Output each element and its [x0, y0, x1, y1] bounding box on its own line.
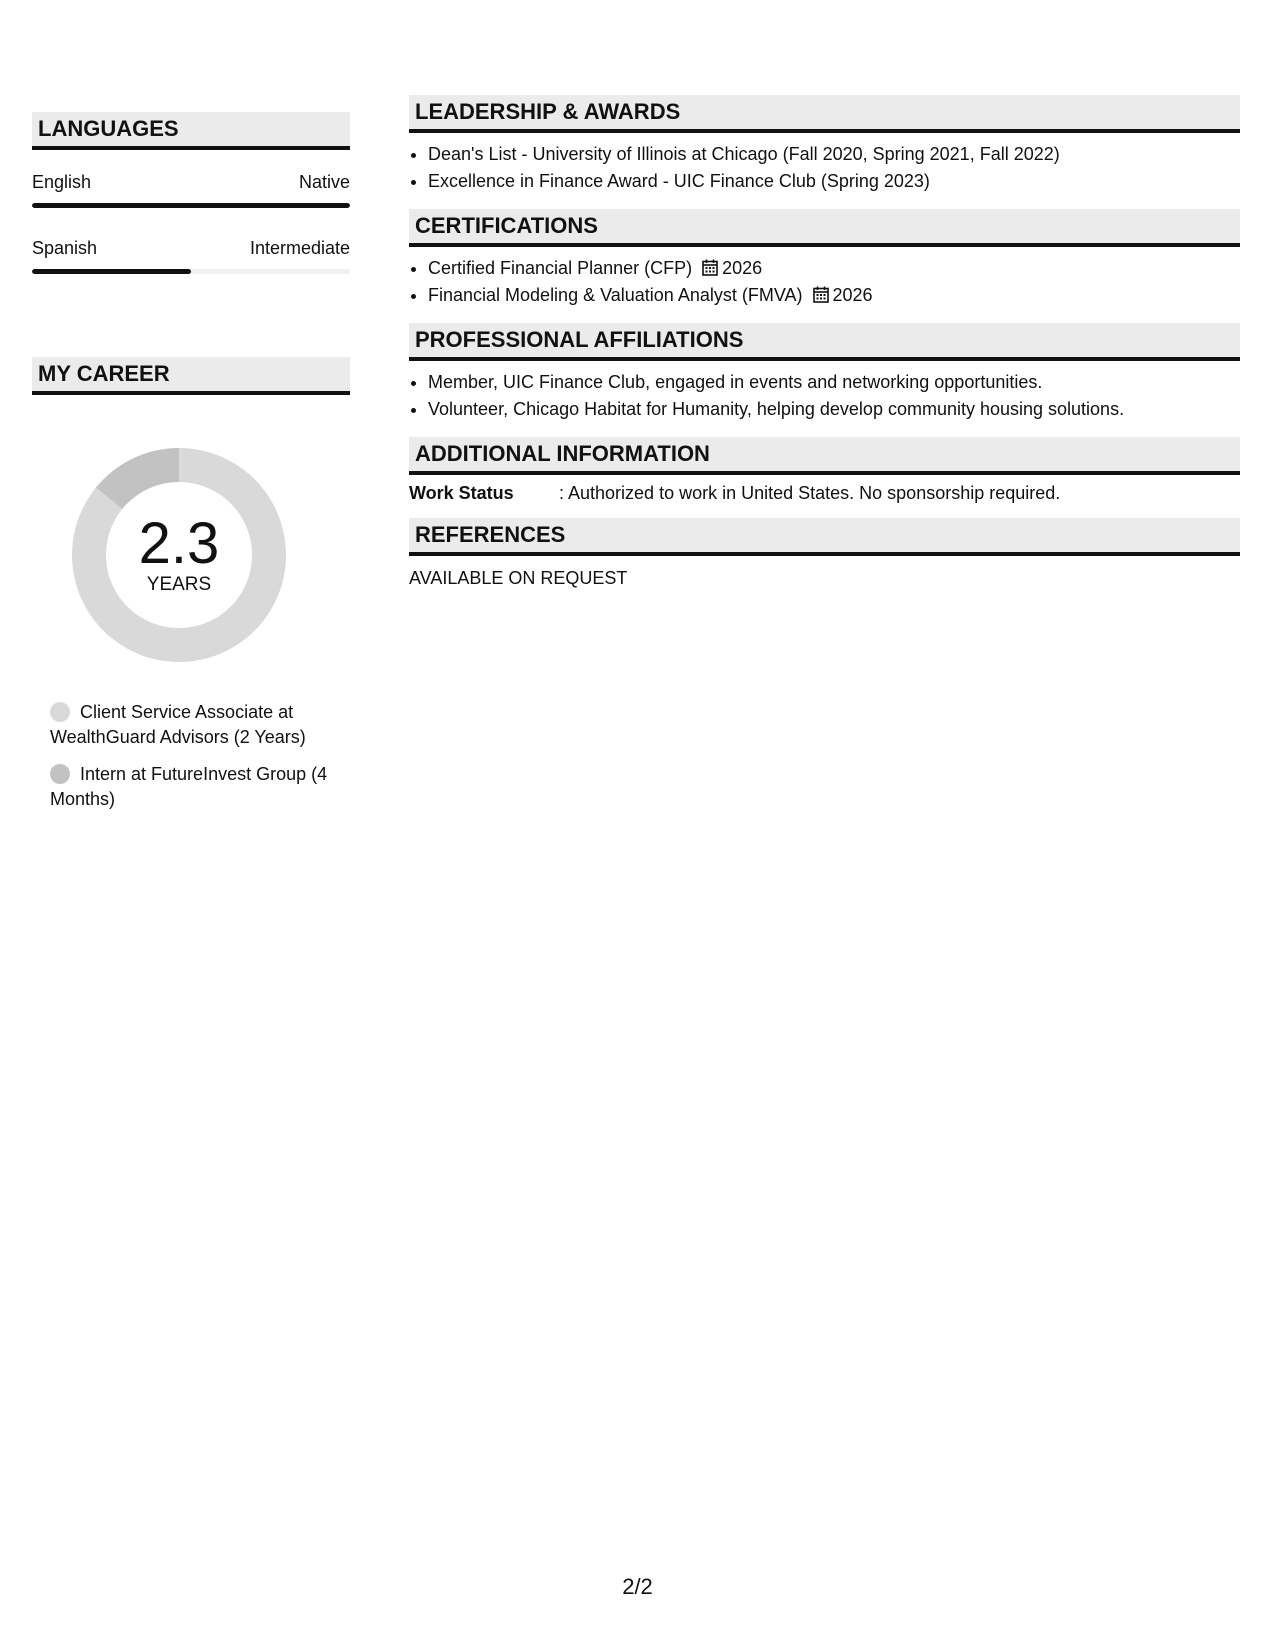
- certifications-section: [409, 209, 1240, 309]
- leadership-heading: LEADERSHIP & AWARDS: [409, 95, 1240, 133]
- career-years-unit: YEARS: [146, 574, 212, 595]
- list-item: • Excellence in Finance Award - UIC Finance Club (Spring 2023): [428, 168, 1240, 195]
- language-item: [32, 238, 350, 274]
- list-item: • Dean's List - University of Illinois at Chicago (Fall 2020, Spring 2021, Fall 2022): [428, 141, 1240, 168]
- language-item: [32, 172, 350, 208]
- certification-name: Financial Modeling & Valuation Analyst (FMVA): [428, 285, 803, 305]
- leadership-section: [409, 95, 1240, 195]
- list-item: [428, 255, 1240, 282]
- language-level: Native: [298, 172, 350, 192]
- languages-heading: LANGUAGES: [32, 112, 350, 150]
- career-heading: MY CAREER: [32, 357, 350, 395]
- language-proficiency-fill: [32, 269, 191, 274]
- language-name: Spanish: [32, 238, 98, 258]
- certifications-list: [409, 255, 1240, 309]
- language-name: English: [32, 172, 92, 192]
- list-item: • Member, UIC Finance Club, engaged in events and networking opportunities.: [428, 369, 1240, 396]
- legend-dot: [50, 764, 70, 784]
- language-proficiency-fill: [32, 203, 350, 208]
- language-proficiency-bar: [32, 269, 350, 274]
- additional-info-heading: ADDITIONAL INFORMATION: [409, 437, 1240, 475]
- list-item: • Volunteer, Chicago Habitat for Humanity, helping develop community housing solutions.: [428, 396, 1240, 423]
- career-legend: [50, 700, 350, 824]
- work-status-value: : Authorized to work in United States. No sponsorship required.: [559, 483, 1061, 503]
- leadership-list: [409, 141, 1240, 195]
- legend-dot: [50, 702, 70, 722]
- work-status-label: Work Status: [409, 483, 514, 503]
- references-text: AVAILABLE ON REQUEST: [409, 568, 628, 588]
- additional-info-section: [409, 437, 1240, 504]
- certification-year: 2026: [832, 285, 873, 305]
- certification-name: Certified Financial Planner (CFP): [428, 258, 693, 278]
- left-column: [32, 112, 350, 274]
- career-total-years: 2.3: [138, 511, 220, 576]
- affiliations-section: [409, 323, 1240, 423]
- legend-label: Intern at FutureInvest Group (4 Months): [50, 764, 328, 809]
- work-status-row: [409, 483, 1240, 504]
- affiliations-heading: PROFESSIONAL AFFILIATIONS: [409, 323, 1240, 361]
- affiliations-list: [409, 369, 1240, 423]
- right-column: [409, 95, 1240, 603]
- donut-center: [64, 440, 294, 670]
- language-proficiency-bar: [32, 203, 350, 208]
- language-level: Intermediate: [249, 238, 350, 258]
- calendar-icon: [813, 286, 829, 303]
- list-item: [428, 282, 1240, 309]
- career-donut-chart: [64, 440, 294, 670]
- legend-item: [50, 762, 350, 812]
- calendar-icon: [702, 259, 718, 276]
- page-number: 2/2: [622, 1574, 653, 1599]
- certification-year: 2026: [722, 258, 763, 278]
- certifications-heading: CERTIFICATIONS: [409, 209, 1240, 247]
- references-section: [409, 518, 1240, 589]
- legend-label: Client Service Associate at WealthGuard Advisors (2 Years): [50, 702, 306, 747]
- legend-item: [50, 700, 350, 750]
- references-heading: REFERENCES: [409, 518, 1240, 556]
